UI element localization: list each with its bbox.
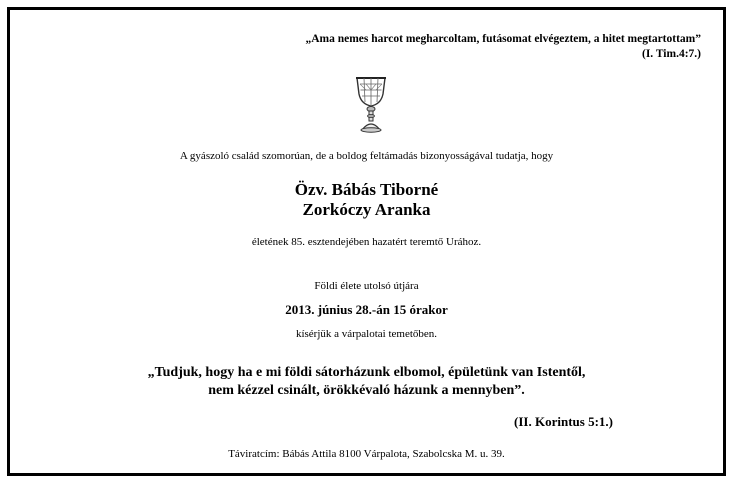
obituary-card: [7, 7, 726, 476]
chalice-icon: [354, 74, 388, 134]
funeral-date: 2013. június 28.-án 15 órakor: [285, 302, 448, 317]
verse-line-1: „Tudjuk, hogy ha e mi földi sátorházunk elbomol, épületünk van Istentől,: [147, 365, 586, 380]
telegram-address: Táviratcím: Bábás Attila 8100 Várpalota, Szabolcska M. u. 39.: [228, 448, 505, 460]
age-line: életének 85. esztendejében hazatért teremtő Urához.: [251, 236, 482, 248]
motto-reference: (I. Tim.4:7.): [642, 48, 701, 60]
funeral-place: kísérjük a várpalotai temetőben.: [295, 328, 438, 340]
verse-line-2: nem kézzel csinált, örökkévaló házunk a mennyben”.: [208, 383, 525, 398]
deceased-maiden-name: Zorkóczy Aranka: [302, 200, 431, 219]
intro-text: A gyászoló család szomorúan, de a boldog feltámadás bizonyosságával tudatja, hogy: [179, 150, 554, 162]
bible-verse: [10, 364, 723, 400]
verse-reference: (II. Korintus 5:1.): [514, 414, 613, 429]
motto-quote: [305, 32, 701, 62]
funeral-intro: Földi élete utolsó útjára: [314, 280, 419, 292]
motto-text: „Ama nemes harcot megharcoltam, futásomat elvégeztem, a hitet megtartottam”: [305, 33, 701, 45]
deceased-name: Özv. Bábás Tiborné: [294, 180, 439, 199]
